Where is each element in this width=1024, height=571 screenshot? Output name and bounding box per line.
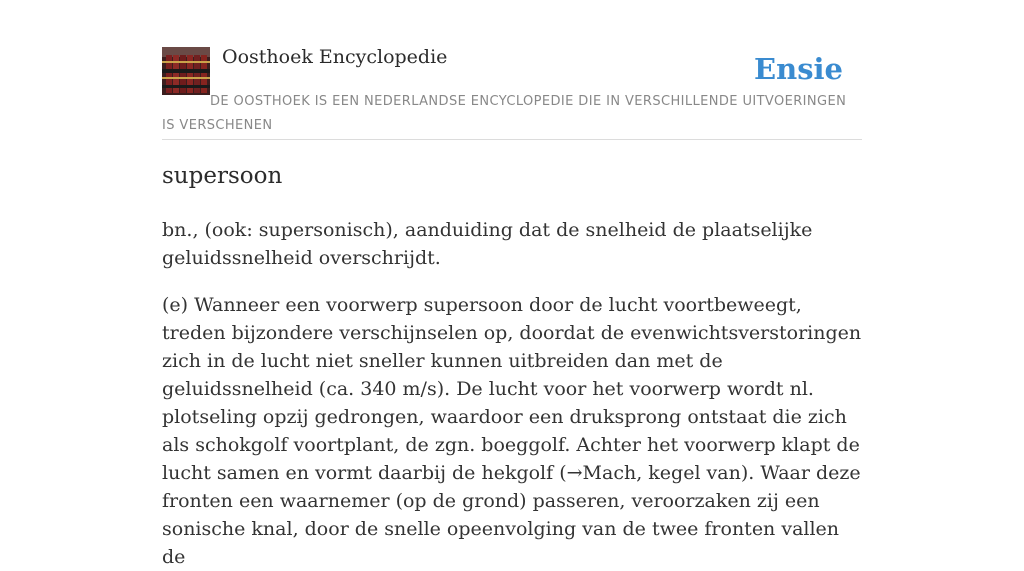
- brand-logo[interactable]: Ensie: [754, 52, 843, 86]
- entry-title: supersoon: [162, 163, 283, 189]
- site-name[interactable]: Oosthoek Encyclopedie: [222, 46, 448, 68]
- entry-paragraph-1: bn., (ook: supersonisch), aanduiding dat de snelheid de plaatselijke geluidssnelheid overschrijdt.: [162, 219, 813, 269]
- page: [162, 0, 862, 568]
- site-header: [162, 0, 862, 140]
- entry-paragraph-2: (e) Wanneer een voorwerp supersoon door de lucht voortbeweegt, treden bijzondere verschijnselen op, doordat de evenwichtsverstoringen zich in de lucht niet sneller kunnen uitbreiden dan met de geluidssnelheid (ca. 340 m/s). De lucht voor het voorwerp wordt nl. plotseling opzij gedrongen, waardoor een druksprong ontstaat die zich als schokgolf voortplant, de zgn. boeggolf. Achter het voorwerp klapt de lucht samen en vormt daarbij de hekgolf (→Mach, kegel van). Waar deze fronten een waarnemer (op de grond) passeren, veroorzaken zij een sonische knal, door de snelle opeenvolging van de twee fronten vallen de: [162, 294, 862, 568]
- encyclopedia-books-icon[interactable]: [162, 47, 210, 95]
- site-tagline: DE OOSTHOEK IS EEN NEDERLANDSE ENCYCLOPEDIE DIE IN VERSCHILLENDE UITVOERINGEN IS VERSCHENEN: [162, 94, 847, 133]
